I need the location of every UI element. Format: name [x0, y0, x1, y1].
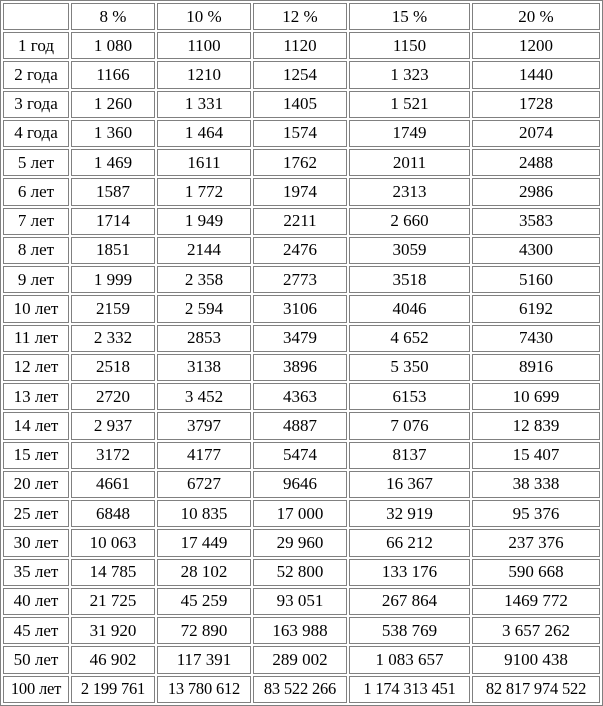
table-row [3, 500, 600, 527]
value-12-cell: 289 002 [253, 646, 347, 673]
value-10-cell: 4177 [157, 442, 251, 469]
value-12-cell: 3479 [253, 325, 347, 352]
table-row [3, 237, 600, 264]
period-cell: 45 лет [3, 617, 69, 644]
value-12-cell: 1405 [253, 91, 347, 118]
table-row [3, 61, 600, 88]
value-8-cell: 4661 [71, 471, 155, 498]
value-10-cell: 1 464 [157, 120, 251, 147]
value-10-cell: 2 358 [157, 266, 251, 293]
table-row [3, 617, 600, 644]
period-cell: 3 года [3, 91, 69, 118]
period-cell: 14 лет [3, 412, 69, 439]
period-cell: 40 лет [3, 588, 69, 615]
value-15-cell: 1 083 657 [349, 646, 470, 673]
period-cell: 15 лет [3, 442, 69, 469]
value-15-cell: 267 864 [349, 588, 470, 615]
value-15-cell: 16 367 [349, 471, 470, 498]
value-10-cell: 1 772 [157, 178, 251, 205]
value-12-cell: 1120 [253, 32, 347, 59]
value-10-cell: 1 331 [157, 91, 251, 118]
value-12-cell: 52 800 [253, 559, 347, 586]
value-20-cell: 7430 [472, 325, 600, 352]
value-20-cell: 2074 [472, 120, 600, 147]
value-10-cell: 1 949 [157, 208, 251, 235]
table-row [3, 559, 600, 586]
value-20-cell: 4300 [472, 237, 600, 264]
value-8-cell: 1 999 [71, 266, 155, 293]
value-12-cell: 5474 [253, 442, 347, 469]
value-8-cell: 14 785 [71, 559, 155, 586]
value-8-cell: 2518 [71, 354, 155, 381]
value-8-cell: 1587 [71, 178, 155, 205]
value-15-cell: 1150 [349, 32, 470, 59]
value-12-cell: 1254 [253, 61, 347, 88]
period-cell: 25 лет [3, 500, 69, 527]
period-cell: 1 год [3, 32, 69, 59]
value-20-cell: 82 817 974 522 [472, 676, 600, 704]
value-15-cell: 4046 [349, 295, 470, 322]
value-12-cell: 2476 [253, 237, 347, 264]
value-12-cell: 93 051 [253, 588, 347, 615]
value-10-cell: 1611 [157, 149, 251, 176]
value-15-cell: 3518 [349, 266, 470, 293]
value-12-cell: 163 988 [253, 617, 347, 644]
value-20-cell: 5160 [472, 266, 600, 293]
value-8-cell: 6848 [71, 500, 155, 527]
value-10-cell: 3797 [157, 412, 251, 439]
period-cell: 13 лет [3, 383, 69, 410]
value-10-cell: 2853 [157, 325, 251, 352]
value-20-cell: 1469 772 [472, 588, 600, 615]
value-8-cell: 2159 [71, 295, 155, 322]
value-15-cell: 1 521 [349, 91, 470, 118]
value-8-cell: 46 902 [71, 646, 155, 673]
value-20-cell: 8916 [472, 354, 600, 381]
value-10-cell: 1210 [157, 61, 251, 88]
value-15-cell: 2011 [349, 149, 470, 176]
value-12-cell: 3106 [253, 295, 347, 322]
header-corner-cell [3, 3, 69, 30]
value-12-cell: 4887 [253, 412, 347, 439]
value-15-cell: 1749 [349, 120, 470, 147]
value-20-cell: 12 839 [472, 412, 600, 439]
period-cell: 9 лет [3, 266, 69, 293]
value-8-cell: 10 063 [71, 529, 155, 556]
value-12-cell: 1574 [253, 120, 347, 147]
table-row [3, 646, 600, 673]
header-rate-8: 8 % [71, 3, 155, 30]
value-10-cell: 72 890 [157, 617, 251, 644]
value-8-cell: 1166 [71, 61, 155, 88]
period-cell: 5 лет [3, 149, 69, 176]
value-10-cell: 3138 [157, 354, 251, 381]
header-rate-10: 10 % [157, 3, 251, 30]
value-8-cell: 2 199 761 [71, 676, 155, 704]
value-20-cell: 95 376 [472, 500, 600, 527]
value-15-cell: 66 212 [349, 529, 470, 556]
value-12-cell: 17 000 [253, 500, 347, 527]
table-row [3, 383, 600, 410]
value-10-cell: 3 452 [157, 383, 251, 410]
table-row [3, 149, 600, 176]
table-row [3, 442, 600, 469]
value-8-cell: 1 360 [71, 120, 155, 147]
header-rate-20: 20 % [472, 3, 600, 30]
value-20-cell: 590 668 [472, 559, 600, 586]
value-20-cell: 9100 438 [472, 646, 600, 673]
value-10-cell: 6727 [157, 471, 251, 498]
value-15-cell: 3059 [349, 237, 470, 264]
value-10-cell: 45 259 [157, 588, 251, 615]
period-cell: 7 лет [3, 208, 69, 235]
value-20-cell: 3583 [472, 208, 600, 235]
value-15-cell: 1 323 [349, 61, 470, 88]
table-row [3, 91, 600, 118]
table-row [3, 208, 600, 235]
table-row [3, 178, 600, 205]
value-15-cell: 133 176 [349, 559, 470, 586]
value-12-cell: 2773 [253, 266, 347, 293]
period-cell: 8 лет [3, 237, 69, 264]
period-cell: 50 лет [3, 646, 69, 673]
value-8-cell: 3172 [71, 442, 155, 469]
period-cell: 20 лет [3, 471, 69, 498]
value-15-cell: 7 076 [349, 412, 470, 439]
table-body [3, 32, 600, 703]
value-20-cell: 38 338 [472, 471, 600, 498]
header-rate-15: 15 % [349, 3, 470, 30]
value-8-cell: 2 332 [71, 325, 155, 352]
value-15-cell: 2 660 [349, 208, 470, 235]
value-10-cell: 13 780 612 [157, 676, 251, 704]
period-cell: 35 лет [3, 559, 69, 586]
table-row [3, 676, 600, 704]
value-10-cell: 10 835 [157, 500, 251, 527]
value-15-cell: 1 174 313 451 [349, 676, 470, 704]
value-10-cell: 1100 [157, 32, 251, 59]
table-row [3, 295, 600, 322]
value-20-cell: 2488 [472, 149, 600, 176]
table-row [3, 120, 600, 147]
period-cell: 12 лет [3, 354, 69, 381]
table-row [3, 354, 600, 381]
value-10-cell: 117 391 [157, 646, 251, 673]
value-20-cell: 6192 [472, 295, 600, 322]
value-12-cell: 1974 [253, 178, 347, 205]
table-row [3, 529, 600, 556]
value-10-cell: 2 594 [157, 295, 251, 322]
value-8-cell: 31 920 [71, 617, 155, 644]
value-15-cell: 5 350 [349, 354, 470, 381]
table-row [3, 588, 600, 615]
value-8-cell: 1 260 [71, 91, 155, 118]
period-cell: 6 лет [3, 178, 69, 205]
value-8-cell: 1 469 [71, 149, 155, 176]
value-12-cell: 29 960 [253, 529, 347, 556]
value-20-cell: 3 657 262 [472, 617, 600, 644]
value-20-cell: 1728 [472, 91, 600, 118]
table-row [3, 32, 600, 59]
value-12-cell: 2211 [253, 208, 347, 235]
value-15-cell: 4 652 [349, 325, 470, 352]
value-12-cell: 1762 [253, 149, 347, 176]
value-15-cell: 538 769 [349, 617, 470, 644]
value-8-cell: 2 937 [71, 412, 155, 439]
value-15-cell: 32 919 [349, 500, 470, 527]
value-15-cell: 6153 [349, 383, 470, 410]
value-12-cell: 9646 [253, 471, 347, 498]
header-rate-12: 12 % [253, 3, 347, 30]
period-cell: 11 лет [3, 325, 69, 352]
value-12-cell: 83 522 266 [253, 676, 347, 704]
value-20-cell: 1200 [472, 32, 600, 59]
value-20-cell: 2986 [472, 178, 600, 205]
value-8-cell: 1 080 [71, 32, 155, 59]
header-row [3, 3, 600, 30]
value-15-cell: 2313 [349, 178, 470, 205]
table-row [3, 412, 600, 439]
period-cell: 10 лет [3, 295, 69, 322]
table-row [3, 325, 600, 352]
value-20-cell: 1440 [472, 61, 600, 88]
value-8-cell: 2720 [71, 383, 155, 410]
period-cell: 30 лет [3, 529, 69, 556]
value-8-cell: 1851 [71, 237, 155, 264]
value-10-cell: 17 449 [157, 529, 251, 556]
period-cell: 100 лет [3, 676, 69, 704]
period-cell: 4 года [3, 120, 69, 147]
value-8-cell: 1714 [71, 208, 155, 235]
value-12-cell: 4363 [253, 383, 347, 410]
value-8-cell: 21 725 [71, 588, 155, 615]
value-20-cell: 237 376 [472, 529, 600, 556]
value-20-cell: 10 699 [472, 383, 600, 410]
value-20-cell: 15 407 [472, 442, 600, 469]
value-10-cell: 2144 [157, 237, 251, 264]
table-row [3, 266, 600, 293]
value-15-cell: 8137 [349, 442, 470, 469]
table-row [3, 471, 600, 498]
value-10-cell: 28 102 [157, 559, 251, 586]
period-cell: 2 года [3, 61, 69, 88]
value-12-cell: 3896 [253, 354, 347, 381]
